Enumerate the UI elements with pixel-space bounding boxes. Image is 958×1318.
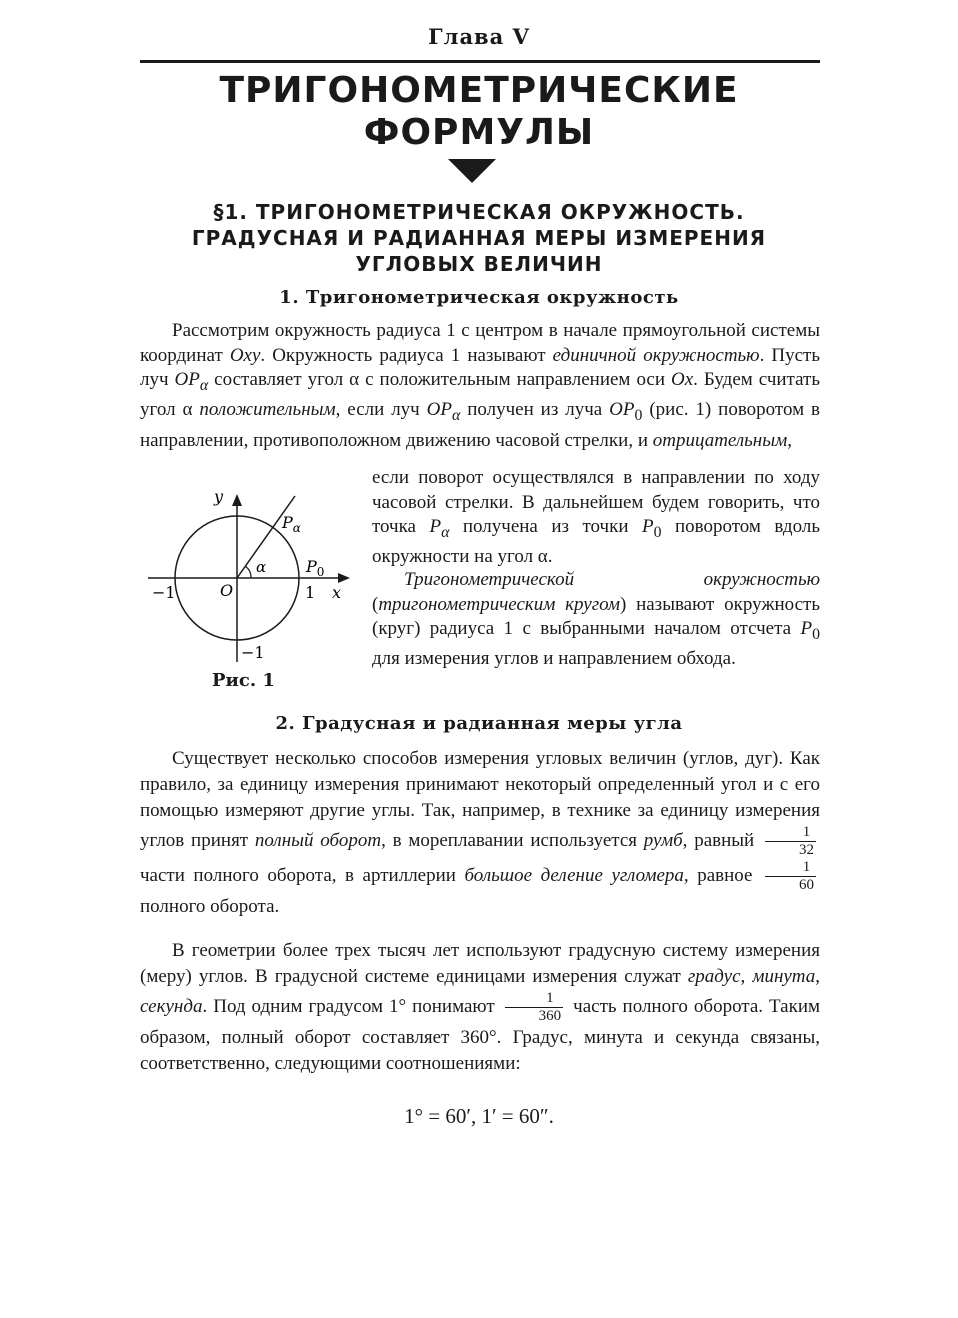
denominator: 60 <box>799 877 814 893</box>
denominator: 360 <box>538 1008 562 1024</box>
section-title-line-3: УГЛОВЫХ ВЕЛИЧИН <box>355 252 603 276</box>
label-p: P <box>282 513 293 532</box>
label-p-subscript: 0 <box>316 565 325 579</box>
label-minus-one-bottom: −1 <box>241 643 265 662</box>
x-arrow-icon <box>338 573 350 583</box>
emphasis: полный оборот <box>254 829 382 851</box>
emphasis: градус <box>687 966 741 987</box>
section-title <box>0 199 958 277</box>
emphasis: единичной окружностью <box>552 344 760 366</box>
text: , в мореплавании используется <box>381 829 644 851</box>
unit-circle-figure <box>148 488 358 663</box>
label-p0 <box>305 557 324 579</box>
label-p-alpha <box>281 513 301 535</box>
math: P <box>429 516 442 537</box>
emphasis: Тригонометрической окружностью <box>404 569 820 590</box>
text: , если луч <box>335 399 427 421</box>
emphasis: румб <box>643 829 683 851</box>
text: , <box>740 966 753 987</box>
degree-relation-formula: 1° = 60′, 1′ = 60″. <box>404 1104 554 1128</box>
label-alpha: α <box>256 558 267 576</box>
label-p-subscript: α <box>292 521 301 535</box>
chapter-title-line-1: ТРИГОНОМЕТРИЧЕСКИЕ <box>219 70 739 111</box>
math: P <box>800 618 813 639</box>
math: α <box>199 376 209 394</box>
math: 0 <box>812 625 820 643</box>
numerator: 1 <box>765 824 816 842</box>
fraction-1-60 <box>765 859 816 894</box>
y-arrow-icon <box>232 494 242 506</box>
text: (рис. 1) поворотом в направлении, противоположном движению часовой стрелки, и <box>140 399 821 451</box>
text: если поворот осуществлялся в направлении по ходу часовой стрелки. В дальнейшем будем говорить, что точка <box>372 467 820 537</box>
text: полного оборота. <box>140 896 280 917</box>
text: часть полного оборота. Таким образом, полный оборот составляет 360°. Градус, минута и секунда связаны, соответственно, следующими соотношениями: <box>140 995 821 1074</box>
subsection-2-title: 2. Градусная и радианная меры угла <box>275 713 683 734</box>
label-origin: O <box>220 581 234 600</box>
text: В геометрии более трех тысяч лет используют градусную систему измерения (меру) углов. В градусной системе единицами измерения служат <box>140 940 820 987</box>
math: OP <box>174 369 200 390</box>
label-one: 1 <box>305 583 316 602</box>
label-x: x <box>332 583 342 602</box>
paragraph-3 <box>372 568 820 672</box>
emphasis: секунда <box>140 995 203 1017</box>
paragraph-4 <box>140 746 820 920</box>
text: получена из точки <box>449 516 642 537</box>
chapter-title <box>0 70 958 154</box>
paragraph-2 <box>372 466 820 570</box>
text: получен из луча <box>460 399 610 421</box>
numerator: 1 <box>505 990 564 1008</box>
math: Ox <box>671 369 694 390</box>
emphasis: тригонометрическим кругом <box>378 593 621 615</box>
text: составляет угол α с положительным направлением оси <box>208 369 672 390</box>
chapter-title-line-2: ФОРМУЛЫ <box>363 112 595 153</box>
subsection-1-title: 1. Тригонометрическая окружность <box>279 287 679 308</box>
text: ) называют окружность (круг) радиуса 1 с выбранными началом отсчета <box>372 593 820 639</box>
paragraph-5 <box>140 938 820 1077</box>
math: 0 <box>653 523 662 541</box>
text: части полного оборота, в артиллерии <box>140 864 465 886</box>
text: . Окружность радиуса 1 называют <box>260 344 553 366</box>
text: ( <box>372 593 379 615</box>
emphasis: отрицательным <box>652 429 788 451</box>
math: α <box>451 407 461 425</box>
math: OP <box>426 399 452 421</box>
figure-caption: Рис. 1 <box>212 670 275 691</box>
text: Существует несколько способов измерения угловых величин (углов, дуг). Как правило, за единицу измерения принимают некоторый определенный угол и с его помощью измеряют другие углы. Так, например, в технике за единицу измерения углов принят <box>140 748 820 851</box>
text: поворотом вдоль окружности на угол α. <box>372 516 820 568</box>
numerator: 1 <box>765 859 816 877</box>
label-p: P <box>306 557 317 576</box>
text: . Под одним градусом 1° понимают <box>202 995 501 1017</box>
denominator: 32 <box>799 842 814 858</box>
chapter-header: Глава V <box>428 24 530 49</box>
text: . Пусть луч <box>140 344 821 390</box>
label-minus-one-left: −1 <box>152 583 176 602</box>
text: , равный <box>682 829 761 851</box>
text: , равное <box>683 864 761 886</box>
math: P <box>641 516 654 537</box>
math: OP <box>609 399 635 421</box>
text: для измерения углов и направлением обхода. <box>372 648 736 670</box>
math: 0 <box>634 407 643 425</box>
fraction-1-32 <box>765 824 816 859</box>
emphasis: минута <box>752 966 816 987</box>
emphasis: большое деление угломера <box>464 864 684 886</box>
text: Рассмотрим окружность радиуса 1 с центром в начале прямоугольной системы координат <box>140 320 820 366</box>
math: Oxy <box>229 344 261 366</box>
header-rule <box>140 60 820 63</box>
triangle-ornament-icon <box>448 159 496 183</box>
paragraph-1 <box>140 319 820 453</box>
math: α <box>441 523 450 541</box>
text: . Будем считать угол α <box>140 369 820 421</box>
label-y: y <box>214 488 224 506</box>
section-title-line-1: §1. ТРИГОНОМЕТРИЧЕСКАЯ ОКРУЖНОСТЬ. <box>213 200 745 224</box>
emphasis: положительным <box>199 399 336 421</box>
text: , <box>787 429 792 451</box>
text: , <box>815 966 820 987</box>
fraction-1-360 <box>505 990 564 1025</box>
angle-arc <box>245 566 251 578</box>
section-title-line-2: ГРАДУСНАЯ И РАДИАННАЯ МЕРЫ ИЗМЕРЕНИЯ <box>191 226 767 250</box>
